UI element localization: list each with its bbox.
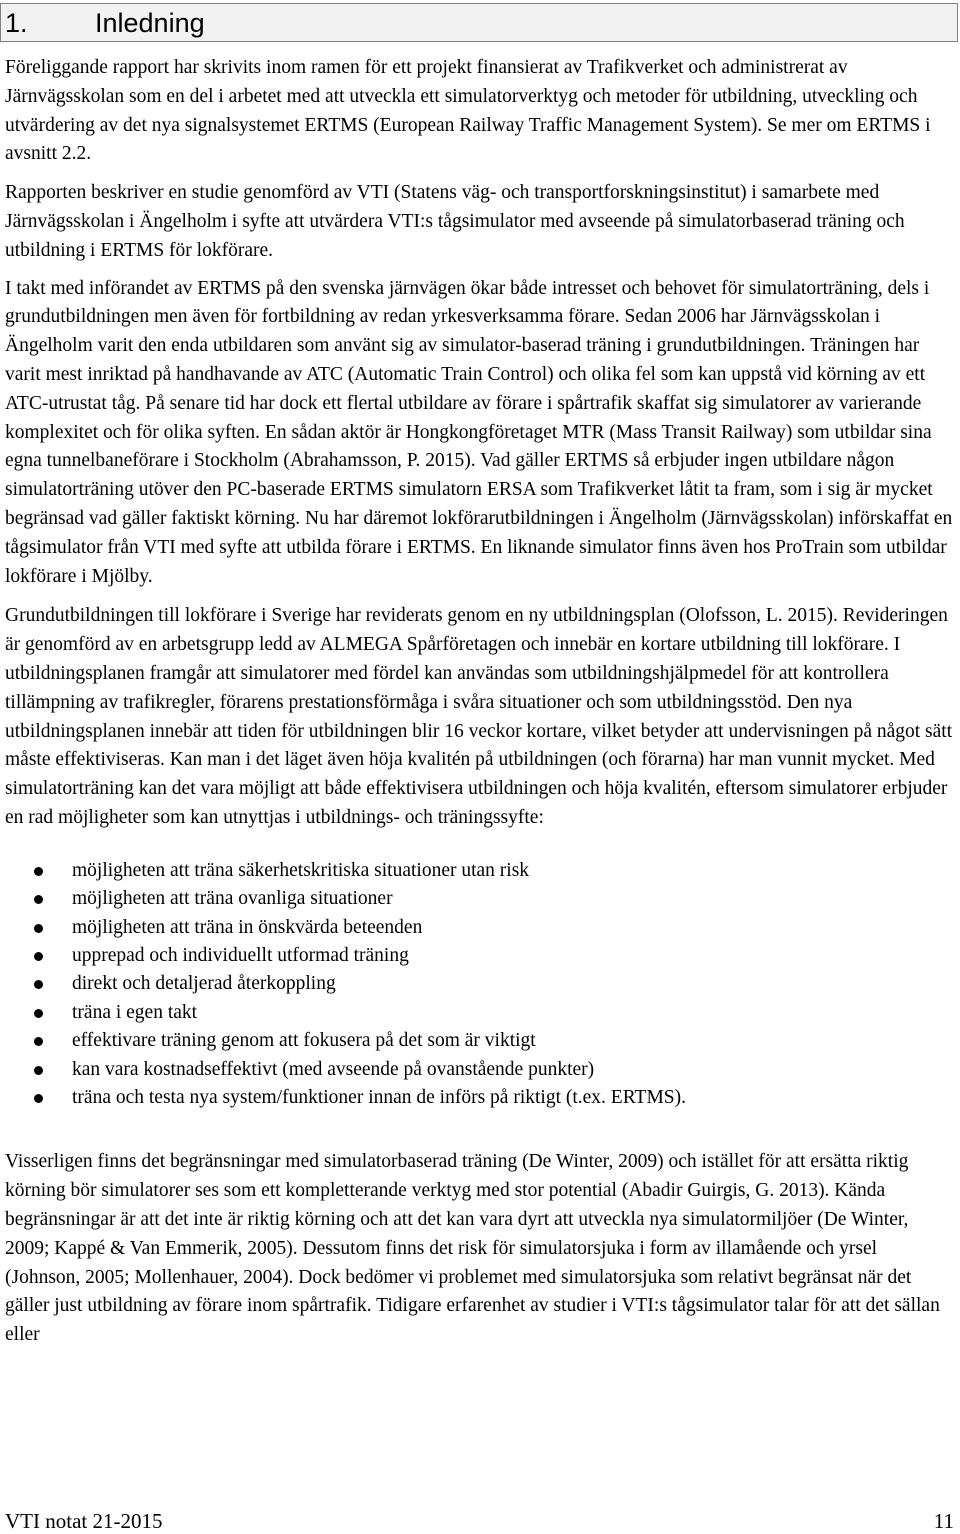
list-item-text: möjligheten att träna säkerhetskritiska situationer utan risk bbox=[72, 859, 530, 881]
paragraph: I takt med införandet av ERTMS på den svenska järnvägen ökar både intresset och behovet för simulatorträning, dels i grundutbildningen men även för fortbildning av redan yrkesverksamma förare. Sedan 2006 har Järnvägsskolan i Ängelholm varit den enda utbildaren som använt sig av simulator-baserad träning i grundutbildningen. Träningen har varit mest inriktad på handhavande av ATC (Automatic Train Control) och olika fel som kan uppstå vid körning av ett ATC-utrustat tåg. På senare tid har dock ett flertal utbildare av förare i spårtrafik skaffat sig simulatorer av varierande komplexitet och för olika syften. En sådan aktör är Hongkongföretaget MTR (Mass Transit Railway) som utbildar sina egna tunnelbaneförare i Stockholm (Abrahamsson, P. 2015). Vad gäller ERTMS så erbjuder ingen utbildare någon simulatorträning utöver den PC-baserade ERTMS simulatorn ERSA som Trafikverket låtit ta fram, som i sig är mycket begränsad vad gäller faktiskt körning. Nu har däremot lokförarutbildningen i Ängelholm (Järnvägsskolan) införskaffat en tågsimulator från VTI med syfte att utbilda förare i ERTMS. En liknande simulator finns även hos ProTrain som utbildar lokförare i Mjölby. bbox=[5, 277, 953, 587]
list-item bbox=[5, 1084, 955, 1112]
bullet-icon bbox=[34, 952, 43, 961]
bullet-icon bbox=[34, 1009, 43, 1018]
list-item-text: direkt och detaljerad återkoppling bbox=[72, 973, 336, 995]
paragraph: Föreliggande rapport har skrivits inom ramen för ett projekt finansierat av Trafikverket och administrerat av Järnvägsskolan som en del i arbetet med att utveckla ett simulatorverktyg och metoder för utbildning, utveckling och utvärdering av det nya signalsystemet ERTMS (European Railway Traffic Management System). Se mer om ERTMS i avsnitt 2.2. bbox=[5, 57, 931, 165]
section-title: Inledning bbox=[95, 8, 205, 38]
list-item bbox=[5, 1027, 955, 1055]
bullet-icon bbox=[34, 867, 43, 876]
bullet-icon bbox=[34, 1094, 43, 1103]
paragraph: Visserligen finns det begränsningar med simulatorbaserad träning (De Winter, 2009) och istället för att ersätta riktig körning bör simulatorer ses som ett kompletterande verktyg med stor potential (Abadir Guirgis, G. 2013). Kända begränsningar är att det inte är riktig körning och att det kan vara dyrt att utveckla nya simulatormiljöer (De Winter, 2009; Kappé & Van Emmerik, 2005). Dessutom finns det risk för simulatorsjuka i form av illamående och yrsel (Johnson, 2005; Mollenhauer, 2004). Dock bedömer vi problemet med simulatorsjuka som relativt begränsat när det gäller just utbildning av förare inom spårtrafik. Tidigare erfarenhet av studier i VTI:s tågsimulator talar för att det sällan eller bbox=[5, 1151, 940, 1346]
bullet-icon bbox=[34, 1066, 43, 1075]
list-item bbox=[5, 857, 955, 885]
bullet-icon bbox=[34, 1037, 43, 1046]
list-item bbox=[5, 1056, 955, 1084]
list-item-text: effektivare träning genom att fokusera på det som är viktigt bbox=[72, 1030, 536, 1052]
list-item bbox=[5, 914, 955, 942]
footer-report-id: VTI notat 21-2015 bbox=[5, 1509, 163, 1533]
list-item bbox=[5, 999, 955, 1027]
list-item bbox=[5, 942, 955, 970]
paragraph: Grundutbildningen till lokförare i Sverige har reviderats genom en ny utbildningsplan (Olofsson, L. 2015). Revideringen är genomförd av en arbetsgrupp ledd av ALMEGA Spårföretagen och innebär en kortare utbildning till lokförare. I utbildningsplanen framgår att simulatorer med fördel kan användas som utbildningshjälpmedel för att kontrollera tillämpning av trafikregler, förarens prestationsförmåga i svåra situationer och som utbildningsstöd. Den nya utbildningsplanen innebär att tiden för utbildningen blir 16 veckor kortare, vilket betyder att undervisningen på något sätt måste effektiviseras. Kan man i det läget även höja kvalitén på utbildningen (och förarna) har man vunnit mycket. Med simulatorträning kan det vara möjligt att både effektivisera utbildningen och höja kvalitén, eftersom simulatorer erbjuder en rad möjligheter som kan utnyttjas i utbildnings- och träningssyfte: bbox=[5, 605, 953, 828]
list-item bbox=[5, 885, 955, 913]
bullet-icon bbox=[34, 895, 43, 904]
list-item-text: träna och testa nya system/funktioner innan de införs på riktigt (t.ex. ERTMS). bbox=[72, 1086, 687, 1108]
list-item bbox=[5, 970, 955, 998]
paragraph: Rapporten beskriver en studie genomförd av VTI (Statens väg- och transportforskningsinstitut) i samarbete med Järnvägsskolan i Ängelholm i syfte att utvärdera VTI:s tågsimulator med avseende på simulatorbaserad träning och utbildning i ERTMS för lokförare. bbox=[5, 182, 905, 261]
section-number: 1. bbox=[5, 8, 28, 38]
document-body bbox=[5, 54, 955, 1350]
list-item-text: upprepad och individuellt utformad träning bbox=[72, 944, 409, 966]
list-item-text: kan vara kostnadseffektivt (med avseende på ovanstående punkter) bbox=[72, 1058, 595, 1080]
section-heading bbox=[0, 3, 958, 42]
list-item-text: möjligheten att träna in önskvärda beteenden bbox=[72, 916, 423, 938]
list-item-text: möjligheten att träna ovanliga situationer bbox=[72, 888, 393, 910]
bullet-icon bbox=[34, 924, 43, 933]
bullet-icon bbox=[34, 980, 43, 989]
bullet-list bbox=[5, 857, 955, 1113]
list-item-text: träna i egen takt bbox=[72, 1001, 198, 1023]
page-number: 11 bbox=[933, 1509, 954, 1533]
